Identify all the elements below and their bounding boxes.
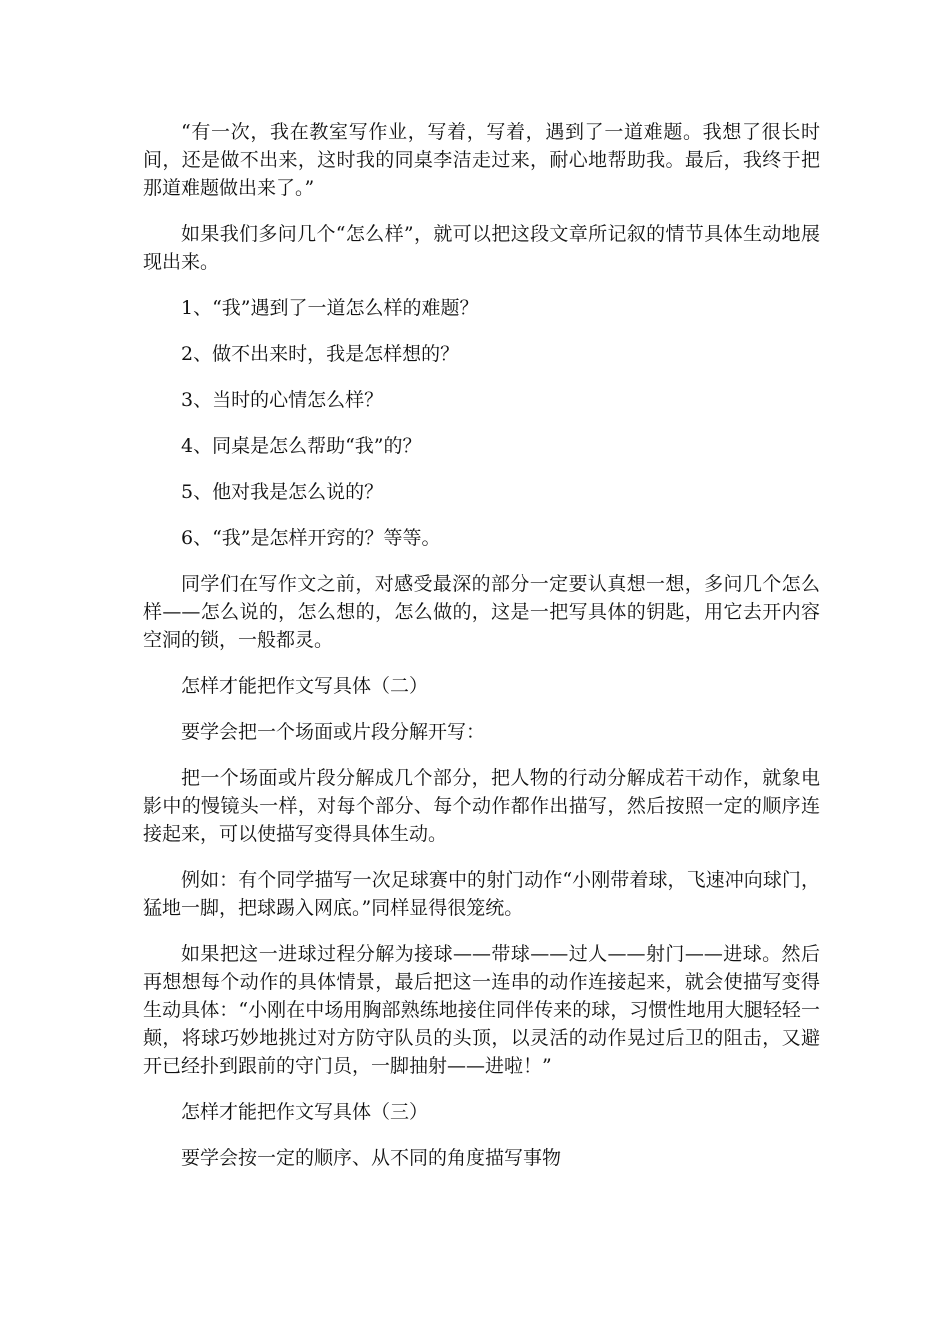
- paragraph-ask-how: 如果我们多问几个“怎么样”，就可以把这段文章所记叙的情节具体生动地展现出来。: [143, 223, 820, 273]
- question-item-1: 1、“我”遇到了一道怎么样的难题？: [181, 297, 479, 319]
- paragraph-example: 例如：有个同学描写一次足球赛中的射门动作“小刚带着球，飞速冲向球门，猛地一脚，把球踢入网底。”同样显得很笼统。: [143, 869, 820, 919]
- question-item-2: 2、做不出来时，我是怎样想的？: [181, 343, 460, 365]
- question-item-6: 6、“我”是怎样开窍的？等等。: [181, 527, 441, 549]
- paragraph-anecdote-quote: “有一次，我在教室写作业，写着，写着，遇到了一道难题。我想了很长时间，还是做不出来，这时我的同桌李洁走过来，耐心地帮助我。最后，我终于把那道难题做出来了。”: [143, 121, 820, 199]
- section-heading-2: 怎样才能把作文写具体（二）: [181, 675, 429, 697]
- section-intro-2: 要学会把一个场面或片段分解开写：: [181, 721, 486, 743]
- paragraph-example-expanded: 如果把这一进球过程分解为接球——带球——过人——射门——进球。然后再想想每个动作的具体情景，最后把这一连串的动作连接起来，就会使描写变得生动具体：“小刚在中场用胸部熟练地接住同伴传来的球，习惯性地用大腿轻轻一颠，将球巧妙地挑过对方防守队员的头顶，以灵活的动作晃过后卫的阻击，又避开已经扑到跟前的守门员，一脚抽射——进啦！”: [143, 943, 820, 1077]
- paragraph-key-advice: 同学们在写作文之前，对感受最深的部分一定要认真想一想，多问几个怎么样——怎么说的，怎么想的，怎么做的，这是一把写具体的钥匙，用它去开内容空洞的锁，一般都灵。: [143, 573, 820, 651]
- paragraph-decompose: 把一个场面或片段分解成几个部分，把人物的行动分解成若干动作，就象电影中的慢镜头一样，对每个部分、每个动作都作出描写，然后按照一定的顺序连接起来，可以使描写变得具体生动。: [143, 767, 820, 845]
- section-heading-3: 怎样才能把作文写具体（三）: [181, 1101, 429, 1123]
- question-item-5: 5、他对我是怎么说的？: [181, 481, 384, 503]
- document-page: [143, 118, 820, 1190]
- section-intro-3: 要学会按一定的顺序、从不同的角度描写事物: [181, 1147, 562, 1169]
- question-item-3: 3、当时的心情怎么样？: [181, 389, 384, 411]
- question-item-4: 4、同桌是怎么帮助“我”的？: [181, 435, 422, 457]
